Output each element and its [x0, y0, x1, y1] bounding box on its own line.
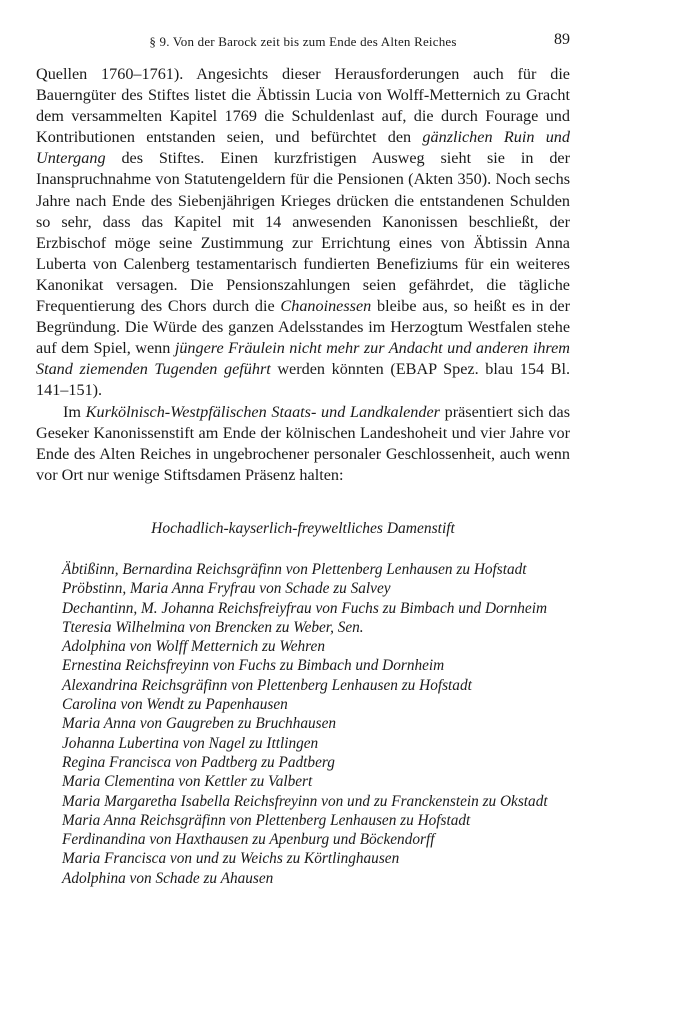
page-number: 89	[554, 31, 570, 48]
list-item: Adolphina von Schade zu Ahausen	[62, 869, 274, 887]
list-title: Hochadlich-kayserlich-freyweltliches Damenstift	[151, 520, 455, 537]
list-item: Carolina von Wendt zu Papenhausen	[62, 696, 288, 714]
list-item: Dechantinn, M. Johanna Reichsfreiyfrau von Fuchs zu Bimbach und Dornheim	[62, 599, 548, 617]
list-item: Maria Clementina von Kettler zu Valbert	[62, 773, 313, 791]
italic-term: Chanoinessen	[280, 297, 372, 316]
text-run: des Stiftes. Einen kurzfristigen Ausweg sieht sie in der Inanspruchnahme von Statutengeldern für die Pensionen (Akten 350). Noch sechs Jahre nach Ende des Siebenjährigen Krieges drücken die entstandenen Schulden so sehr, dass das Kapitel mit 14 anwesenden Kanonissen beschließt, der Erzbischof möge seine Zustimmung zur Errichtung eines von Äbtissin Anna Luberta von Calenberg testamentarisch fundierten Benefiziums für ein weiteres Kanonikat versagen. Die Pensionszahlungen seien gefährdet, die tägliche Frequentierung des Chors durch die	[36, 149, 570, 316]
text-run: bleibe aus, so heißt es in der Begründung. Die Würde des ganzen Adelsstandes im Herzogtum Westfalen stehe auf dem Spiel, wenn	[36, 297, 571, 358]
list-item: Maria Anna Reichsgräfinn von Plettenberg Lenhausen zu Hofstadt	[62, 811, 471, 829]
running-header: § 9. Von der Barock zeit bis zum Ende des Alten Reiches	[149, 34, 457, 49]
text-run: präsentiert sich das Geseker Kanonissenstift am Ende der kölnischen Landeshoheit und vier Jahre vor Ende des Alten Reiches in ungebrochener personaler Geschlossenheit, auch wenn vor Ort nur wenige Stiftsdamen Präsenz halten:	[36, 402, 570, 484]
text-run: Quellen 1760–1761). Angesichts dieser Herausforderungen auch für die Bauerngüter des Stiftes listet die Äbtissin Lucia von Wolff-Metternich zu Gracht dem versammelten Kapitel 1769 die Schuldenlast auf, die durch Fourage und Kontributionen entstanden seien, und befürchtet den	[36, 65, 570, 147]
paragraph-2	[36, 402, 570, 486]
italic-quote: jüngere Fräulein nicht mehr zur Andacht und anderen ihrem Stand ziemenden Tugenden geführt	[36, 339, 570, 379]
member-list	[62, 560, 582, 888]
body-text	[36, 64, 570, 486]
list-item: Regina Francisca von Padtberg zu Padtberg	[62, 753, 335, 771]
list-item: Ernestina Reichsfreyinn von Fuchs zu Bimbach und Dornheim	[62, 657, 445, 675]
italic-title: Kurkölnisch-Westpfälischen Staats- und Landkalender	[85, 402, 440, 421]
list-item: Tteresia Wilhelmina von Brencken zu Weber, Sen.	[62, 618, 364, 636]
list-item: Maria Francisca von und zu Weichs zu Körtlinghausen	[62, 850, 400, 868]
list-item: Äbtißinn, Bernardina Reichsgräfinn von Plettenberg Lenhausen zu Hofstadt	[62, 561, 527, 578]
list-item: Ferdinandina von Haxthausen zu Apenburg und Böckendorff	[62, 831, 435, 849]
text-run: werden könnten (EBAP Spez. blau 154 Bl. 141–151).	[36, 360, 570, 400]
list-item: Maria Margaretha Isabella Reichsfreyinn von und zu Franckenstein zu Okstadt	[62, 792, 548, 810]
text-run: Im	[63, 402, 86, 421]
list-item: Alexandrina Reichsgräfinn von Plettenberg Lenhausen zu Hofstadt	[62, 676, 472, 694]
list-item: Pröbstinn, Maria Anna Fryfrau von Schade zu Salvey	[62, 580, 391, 598]
list-item: Johanna Lubertina von Nagel zu Ittlingen	[62, 734, 319, 752]
list-item: Adolphina von Wolff Metternich zu Wehren	[62, 638, 325, 656]
italic-quote: gänzlichen Ruin und Untergang	[36, 128, 570, 168]
paragraph-1	[36, 64, 570, 402]
list-item: Maria Anna von Gaugreben zu Bruchhausen	[62, 715, 337, 733]
